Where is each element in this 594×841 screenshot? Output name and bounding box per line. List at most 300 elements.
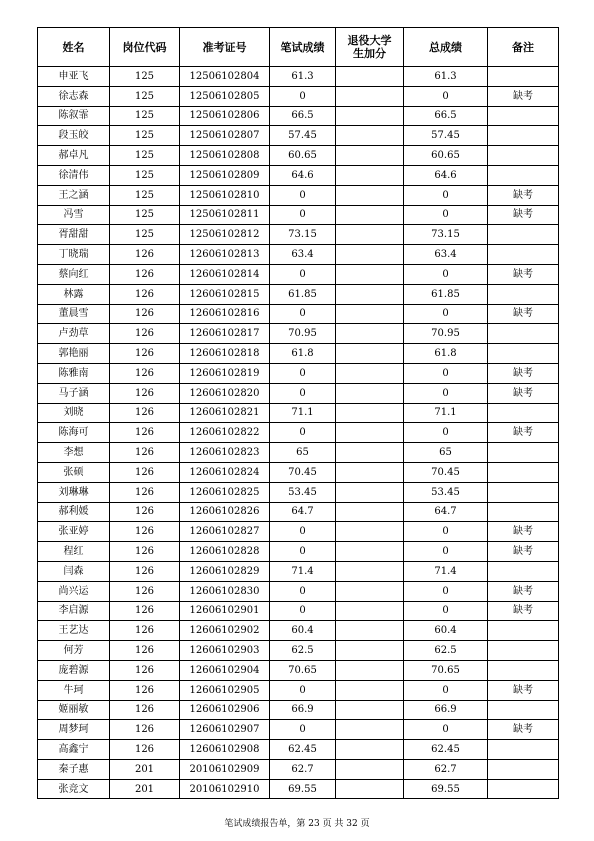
cell-name: 丁晓瑞 (38, 245, 110, 265)
cell-veteran-bonus (336, 522, 404, 542)
cell-total-score: 61.3 (404, 67, 488, 87)
cell-name: 林露 (38, 284, 110, 304)
cell-ticket-number: 12506102807 (180, 126, 270, 146)
cell-total-score: 57.45 (404, 126, 488, 146)
cell-remarks: 缺考 (488, 185, 559, 205)
table-row (38, 779, 559, 799)
cell-veteran-bonus (336, 245, 404, 265)
cell-name: 徐志森 (38, 86, 110, 106)
cell-total-score: 62.7 (404, 759, 488, 779)
page-footer: 笔试成绩报告单，第 23 页 共 32 页 (224, 819, 370, 829)
cell-veteran-bonus (336, 225, 404, 245)
cell-position-code: 126 (110, 561, 180, 581)
cell-name: 庞碧源 (38, 660, 110, 680)
cell-remarks (488, 344, 559, 364)
cell-written-score: 57.45 (270, 126, 336, 146)
cell-name: 蔡向红 (38, 264, 110, 284)
cell-written-score: 62.45 (270, 740, 336, 760)
cell-remarks: 缺考 (488, 522, 559, 542)
cell-name: 张硕 (38, 462, 110, 482)
table-row (38, 680, 559, 700)
cell-name: 秦子惠 (38, 759, 110, 779)
cell-remarks (488, 225, 559, 245)
cell-ticket-number: 12606102902 (180, 621, 270, 641)
cell-ticket-number: 12606102827 (180, 522, 270, 542)
cell-name: 申亚飞 (38, 67, 110, 87)
cell-name: 段玉皎 (38, 126, 110, 146)
cell-position-code: 126 (110, 482, 180, 502)
cell-name: 程红 (38, 542, 110, 562)
header-remarks: 备注 (488, 28, 559, 67)
table-row (38, 522, 559, 542)
cell-veteran-bonus (336, 86, 404, 106)
cell-position-code: 126 (110, 363, 180, 383)
cell-written-score: 62.7 (270, 759, 336, 779)
cell-total-score: 0 (404, 185, 488, 205)
cell-veteran-bonus (336, 383, 404, 403)
cell-total-score: 62.45 (404, 740, 488, 760)
cell-written-score: 0 (270, 601, 336, 621)
cell-veteran-bonus (336, 502, 404, 522)
cell-remarks: 缺考 (488, 720, 559, 740)
cell-veteran-bonus (336, 126, 404, 146)
cell-written-score: 0 (270, 581, 336, 601)
header-name: 姓名 (38, 28, 110, 67)
cell-remarks (488, 759, 559, 779)
cell-remarks (488, 443, 559, 463)
cell-veteran-bonus (336, 264, 404, 284)
cell-position-code: 125 (110, 146, 180, 166)
cell-position-code: 126 (110, 601, 180, 621)
cell-veteran-bonus (336, 423, 404, 443)
cell-name: 何芳 (38, 641, 110, 661)
cell-position-code: 126 (110, 284, 180, 304)
cell-ticket-number: 12606102822 (180, 423, 270, 443)
cell-ticket-number: 12606102830 (180, 581, 270, 601)
cell-position-code: 125 (110, 205, 180, 225)
cell-written-score: 0 (270, 542, 336, 562)
cell-name: 胥甜甜 (38, 225, 110, 245)
cell-ticket-number: 12606102826 (180, 502, 270, 522)
cell-position-code: 125 (110, 165, 180, 185)
cell-veteran-bonus (336, 462, 404, 482)
cell-position-code: 126 (110, 542, 180, 562)
cell-remarks (488, 779, 559, 799)
cell-total-score: 0 (404, 264, 488, 284)
cell-written-score: 64.7 (270, 502, 336, 522)
cell-remarks (488, 165, 559, 185)
cell-written-score: 70.95 (270, 324, 336, 344)
cell-written-score: 0 (270, 363, 336, 383)
cell-written-score: 0 (270, 522, 336, 542)
cell-name: 姬丽敏 (38, 700, 110, 720)
cell-position-code: 126 (110, 660, 180, 680)
cell-total-score: 0 (404, 363, 488, 383)
cell-written-score: 66.9 (270, 700, 336, 720)
cell-ticket-number: 12606102815 (180, 284, 270, 304)
cell-written-score: 70.45 (270, 462, 336, 482)
cell-written-score: 61.3 (270, 67, 336, 87)
cell-veteran-bonus (336, 443, 404, 463)
cell-ticket-number: 12606102818 (180, 344, 270, 364)
cell-total-score: 64.6 (404, 165, 488, 185)
cell-ticket-number: 12606102905 (180, 680, 270, 700)
cell-total-score: 73.15 (404, 225, 488, 245)
cell-remarks (488, 403, 559, 423)
table-row (38, 740, 559, 760)
cell-total-score: 61.8 (404, 344, 488, 364)
cell-veteran-bonus (336, 403, 404, 423)
cell-written-score: 71.1 (270, 403, 336, 423)
cell-position-code: 126 (110, 264, 180, 284)
cell-name: 刘晓 (38, 403, 110, 423)
cell-total-score: 70.95 (404, 324, 488, 344)
cell-total-score: 0 (404, 423, 488, 443)
table-header (38, 28, 559, 67)
cell-total-score: 70.45 (404, 462, 488, 482)
cell-veteran-bonus (336, 581, 404, 601)
table-row (38, 67, 559, 87)
cell-total-score: 63.4 (404, 245, 488, 265)
cell-name: 郭艳丽 (38, 344, 110, 364)
cell-veteran-bonus (336, 324, 404, 344)
cell-total-score: 0 (404, 680, 488, 700)
cell-remarks (488, 67, 559, 87)
header-position-code: 岗位代码 (110, 28, 180, 67)
cell-remarks: 缺考 (488, 363, 559, 383)
cell-veteran-bonus (336, 482, 404, 502)
cell-position-code: 126 (110, 245, 180, 265)
table-body (38, 67, 559, 799)
cell-position-code: 126 (110, 502, 180, 522)
cell-total-score: 70.65 (404, 660, 488, 680)
cell-ticket-number: 12606102819 (180, 363, 270, 383)
cell-position-code: 126 (110, 740, 180, 760)
cell-name: 陈叙霏 (38, 106, 110, 126)
cell-remarks: 缺考 (488, 304, 559, 324)
cell-written-score: 62.5 (270, 641, 336, 661)
cell-name: 徐清伟 (38, 165, 110, 185)
cell-name: 陈海可 (38, 423, 110, 443)
cell-written-score: 63.4 (270, 245, 336, 265)
cell-remarks: 缺考 (488, 264, 559, 284)
table-row (38, 700, 559, 720)
cell-written-score: 61.8 (270, 344, 336, 364)
cell-total-score: 0 (404, 86, 488, 106)
cell-ticket-number: 20106102909 (180, 759, 270, 779)
cell-total-score: 61.85 (404, 284, 488, 304)
cell-total-score: 64.7 (404, 502, 488, 522)
cell-name: 闫森 (38, 561, 110, 581)
cell-written-score: 53.45 (270, 482, 336, 502)
cell-ticket-number: 12606102814 (180, 264, 270, 284)
table-row (38, 264, 559, 284)
cell-name: 刘琳琳 (38, 482, 110, 502)
cell-ticket-number: 12606102907 (180, 720, 270, 740)
table-row (38, 601, 559, 621)
cell-position-code: 126 (110, 680, 180, 700)
header-ticket-number: 准考证号 (180, 28, 270, 67)
cell-remarks: 缺考 (488, 542, 559, 562)
cell-ticket-number: 12606102904 (180, 660, 270, 680)
cell-ticket-number: 12606102903 (180, 641, 270, 661)
cell-position-code: 125 (110, 225, 180, 245)
cell-position-code: 126 (110, 581, 180, 601)
cell-ticket-number: 12606102828 (180, 542, 270, 562)
cell-ticket-number: 12606102901 (180, 601, 270, 621)
cell-written-score: 0 (270, 304, 336, 324)
cell-remarks (488, 106, 559, 126)
cell-remarks (488, 462, 559, 482)
cell-written-score: 66.5 (270, 106, 336, 126)
table-row (38, 126, 559, 146)
cell-written-score: 0 (270, 86, 336, 106)
table-row (38, 641, 559, 661)
cell-written-score: 69.55 (270, 779, 336, 799)
cell-ticket-number: 12606102820 (180, 383, 270, 403)
table-row (38, 581, 559, 601)
table-row (38, 720, 559, 740)
cell-remarks: 缺考 (488, 86, 559, 106)
table-row (38, 225, 559, 245)
table-row (38, 482, 559, 502)
cell-name: 陈雅南 (38, 363, 110, 383)
cell-position-code: 126 (110, 641, 180, 661)
cell-total-score: 0 (404, 304, 488, 324)
cell-written-score: 70.65 (270, 660, 336, 680)
cell-total-score: 66.5 (404, 106, 488, 126)
cell-written-score: 60.65 (270, 146, 336, 166)
cell-total-score: 66.9 (404, 700, 488, 720)
cell-name: 张竞文 (38, 779, 110, 799)
cell-position-code: 201 (110, 779, 180, 799)
cell-remarks (488, 502, 559, 522)
cell-remarks (488, 660, 559, 680)
cell-ticket-number: 12506102809 (180, 165, 270, 185)
cell-written-score: 0 (270, 423, 336, 443)
cell-remarks (488, 482, 559, 502)
cell-remarks (488, 126, 559, 146)
cell-position-code: 125 (110, 106, 180, 126)
cell-veteran-bonus (336, 146, 404, 166)
cell-ticket-number: 12606102813 (180, 245, 270, 265)
cell-total-score: 0 (404, 581, 488, 601)
cell-position-code: 126 (110, 462, 180, 482)
table-row (38, 284, 559, 304)
cell-ticket-number: 12606102821 (180, 403, 270, 423)
cell-remarks: 缺考 (488, 581, 559, 601)
cell-ticket-number: 12606102829 (180, 561, 270, 581)
cell-veteran-bonus (336, 542, 404, 562)
header-total-score: 总成绩 (404, 28, 488, 67)
cell-written-score: 64.6 (270, 165, 336, 185)
cell-veteran-bonus (336, 759, 404, 779)
cell-name: 王艺达 (38, 621, 110, 641)
cell-name: 郝卓凡 (38, 146, 110, 166)
cell-written-score: 73.15 (270, 225, 336, 245)
cell-position-code: 125 (110, 67, 180, 87)
cell-veteran-bonus (336, 660, 404, 680)
table-row (38, 146, 559, 166)
cell-name: 高鑫宁 (38, 740, 110, 760)
cell-position-code: 125 (110, 86, 180, 106)
cell-veteran-bonus (336, 621, 404, 641)
cell-remarks (488, 284, 559, 304)
cell-total-score: 69.55 (404, 779, 488, 799)
cell-name: 牛珂 (38, 680, 110, 700)
cell-total-score: 0 (404, 205, 488, 225)
cell-veteran-bonus (336, 284, 404, 304)
cell-total-score: 71.1 (404, 403, 488, 423)
header-written-score: 笔试成绩 (270, 28, 336, 67)
table-row (38, 86, 559, 106)
cell-position-code: 126 (110, 324, 180, 344)
cell-position-code: 126 (110, 443, 180, 463)
cell-written-score: 0 (270, 680, 336, 700)
cell-written-score: 60.4 (270, 621, 336, 641)
cell-remarks (488, 700, 559, 720)
cell-remarks (488, 146, 559, 166)
cell-position-code: 125 (110, 126, 180, 146)
cell-total-score: 65 (404, 443, 488, 463)
cell-ticket-number: 12606102908 (180, 740, 270, 760)
table-row (38, 502, 559, 522)
cell-name: 马子涵 (38, 383, 110, 403)
cell-position-code: 126 (110, 621, 180, 641)
cell-remarks (488, 740, 559, 760)
cell-remarks (488, 641, 559, 661)
cell-name: 冯雪 (38, 205, 110, 225)
cell-remarks: 缺考 (488, 680, 559, 700)
cell-total-score: 0 (404, 720, 488, 740)
cell-written-score: 0 (270, 383, 336, 403)
cell-total-score: 0 (404, 601, 488, 621)
cell-veteran-bonus (336, 185, 404, 205)
cell-veteran-bonus (336, 720, 404, 740)
table-row (38, 185, 559, 205)
cell-veteran-bonus (336, 205, 404, 225)
header-veteran-bonus: 退役大学生加分 (336, 28, 404, 67)
table-row (38, 462, 559, 482)
cell-veteran-bonus (336, 700, 404, 720)
cell-ticket-number: 20106102910 (180, 779, 270, 799)
cell-position-code: 201 (110, 759, 180, 779)
cell-total-score: 53.45 (404, 482, 488, 502)
table-row (38, 561, 559, 581)
cell-veteran-bonus (336, 779, 404, 799)
cell-remarks: 缺考 (488, 205, 559, 225)
table-row (38, 324, 559, 344)
cell-name: 郝利媛 (38, 502, 110, 522)
table-row (38, 106, 559, 126)
cell-position-code: 125 (110, 185, 180, 205)
cell-veteran-bonus (336, 740, 404, 760)
cell-written-score: 0 (270, 720, 336, 740)
table-row (38, 621, 559, 641)
score-table (37, 27, 559, 799)
cell-ticket-number: 12506102808 (180, 146, 270, 166)
cell-veteran-bonus (336, 304, 404, 324)
table-row (38, 443, 559, 463)
cell-total-score: 60.4 (404, 621, 488, 641)
cell-remarks: 缺考 (488, 423, 559, 443)
cell-position-code: 126 (110, 304, 180, 324)
cell-position-code: 126 (110, 344, 180, 364)
cell-veteran-bonus (336, 561, 404, 581)
table-row (38, 403, 559, 423)
table-row (38, 542, 559, 562)
cell-total-score: 0 (404, 542, 488, 562)
cell-position-code: 126 (110, 423, 180, 443)
cell-total-score: 71.4 (404, 561, 488, 581)
cell-remarks (488, 245, 559, 265)
table-row (38, 245, 559, 265)
table-row (38, 205, 559, 225)
table-row (38, 423, 559, 443)
cell-ticket-number: 12606102825 (180, 482, 270, 502)
cell-total-score: 62.5 (404, 641, 488, 661)
cell-position-code: 126 (110, 700, 180, 720)
cell-veteran-bonus (336, 106, 404, 126)
cell-position-code: 126 (110, 522, 180, 542)
cell-ticket-number: 12506102810 (180, 185, 270, 205)
table-row (38, 759, 559, 779)
table-row (38, 165, 559, 185)
cell-remarks (488, 621, 559, 641)
cell-ticket-number: 12606102823 (180, 443, 270, 463)
cell-name: 董晨雪 (38, 304, 110, 324)
cell-total-score: 60.65 (404, 146, 488, 166)
cell-veteran-bonus (336, 344, 404, 364)
cell-position-code: 126 (110, 383, 180, 403)
cell-written-score: 61.85 (270, 284, 336, 304)
cell-ticket-number: 12506102804 (180, 67, 270, 87)
cell-veteran-bonus (336, 165, 404, 185)
cell-position-code: 126 (110, 720, 180, 740)
cell-remarks: 缺考 (488, 383, 559, 403)
cell-ticket-number: 12606102906 (180, 700, 270, 720)
cell-position-code: 126 (110, 403, 180, 423)
cell-name: 周梦珂 (38, 720, 110, 740)
cell-ticket-number: 12506102812 (180, 225, 270, 245)
cell-veteran-bonus (336, 363, 404, 383)
cell-written-score: 0 (270, 205, 336, 225)
cell-total-score: 0 (404, 383, 488, 403)
cell-remarks (488, 561, 559, 581)
table-row (38, 363, 559, 383)
cell-ticket-number: 12506102811 (180, 205, 270, 225)
cell-written-score: 0 (270, 264, 336, 284)
cell-veteran-bonus (336, 601, 404, 621)
cell-name: 李启源 (38, 601, 110, 621)
cell-written-score: 0 (270, 185, 336, 205)
cell-veteran-bonus (336, 67, 404, 87)
cell-veteran-bonus (336, 641, 404, 661)
cell-ticket-number: 12606102817 (180, 324, 270, 344)
cell-ticket-number: 12506102805 (180, 86, 270, 106)
cell-ticket-number: 12506102806 (180, 106, 270, 126)
table-row (38, 383, 559, 403)
cell-name: 王之涵 (38, 185, 110, 205)
cell-ticket-number: 12606102824 (180, 462, 270, 482)
cell-name: 尚兴运 (38, 581, 110, 601)
table-row (38, 344, 559, 364)
cell-written-score: 65 (270, 443, 336, 463)
cell-name: 李想 (38, 443, 110, 463)
cell-veteran-bonus (336, 680, 404, 700)
table-row (38, 660, 559, 680)
cell-ticket-number: 12606102816 (180, 304, 270, 324)
